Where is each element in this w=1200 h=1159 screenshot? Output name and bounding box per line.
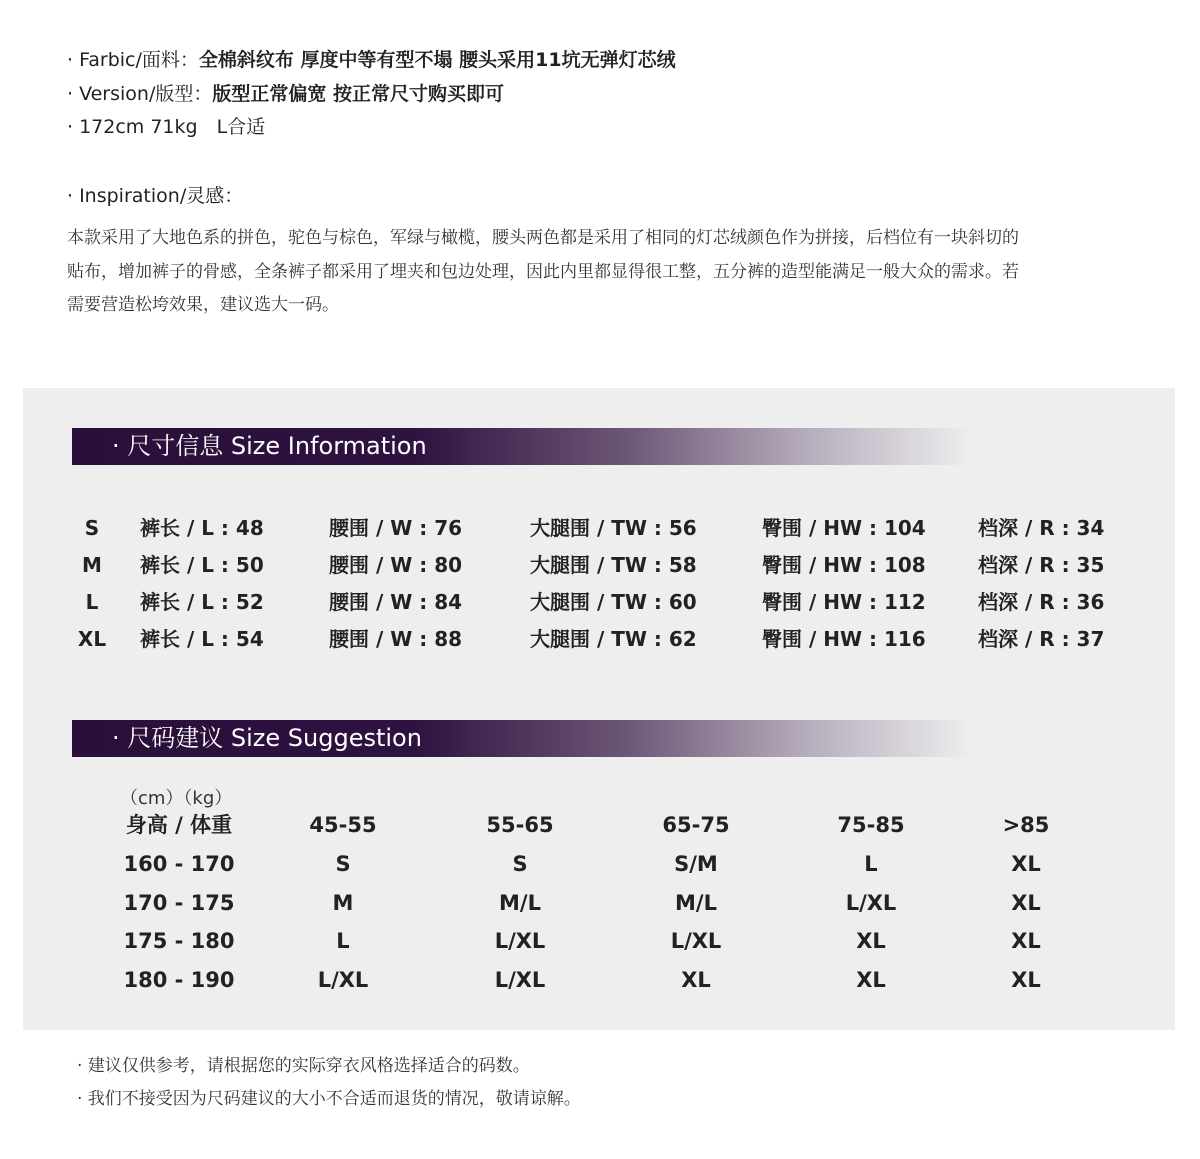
version-line — [67, 78, 1137, 112]
size-info-title: · 尺寸信息 Size Information — [112, 432, 427, 460]
suggestion-header-cell: 身高 / 体重 — [125, 813, 233, 837]
thigh-value: 大腿围 / TW : 60 — [530, 590, 697, 614]
suggested-size: L — [336, 929, 350, 953]
version-value: 版型正常偏宽 按正常尺寸购买即可 — [212, 82, 504, 105]
suggested-size: L/XL — [845, 891, 897, 915]
waist-value: 腰围 / W : 88 — [329, 627, 463, 651]
suggested-size: XL — [681, 968, 711, 992]
thigh-value: 大腿围 / TW : 62 — [530, 627, 697, 651]
size-suggestion-title: · 尺码建议 Size Suggestion — [112, 724, 422, 752]
size-label: XL — [77, 627, 107, 651]
inspiration-body — [67, 222, 1137, 323]
waist-value: 腰围 / W : 80 — [329, 553, 463, 577]
height-range: 180 - 190 — [123, 968, 235, 992]
suggested-size: XL — [1011, 929, 1041, 953]
suggestion-header-cell: >85 — [1002, 813, 1050, 837]
waist-value: 腰围 / W : 84 — [329, 590, 463, 614]
rise-value: 档深 / R : 36 — [978, 590, 1105, 614]
hip-value: 臀围 / HW : 108 — [762, 553, 926, 577]
rise-value: 档深 / R : 34 — [978, 516, 1105, 540]
suggested-size: L — [864, 852, 878, 876]
thigh-value: 大腿围 / TW : 58 — [530, 553, 697, 577]
version-label: · Version/版型： — [67, 82, 213, 105]
thigh-value: 大腿围 / TW : 56 — [530, 516, 697, 540]
rise-value: 档深 / R : 37 — [978, 627, 1105, 651]
suggested-size: XL — [1011, 852, 1041, 876]
size-label: L — [85, 590, 99, 614]
size-info-banner — [72, 428, 972, 465]
suggested-size: L/XL — [670, 929, 722, 953]
length-value: 裤长 / L : 52 — [140, 590, 264, 614]
hip-value: 臀围 / HW : 104 — [762, 516, 926, 540]
model-line: · 172cm 71kg L合适 — [67, 116, 266, 138]
notes — [77, 1050, 581, 1116]
waist-value: 腰围 / W : 76 — [329, 516, 463, 540]
suggested-size: L/XL — [494, 968, 546, 992]
length-value: 裤长 / L : 48 — [140, 516, 264, 540]
height-range: 175 - 180 — [123, 929, 235, 953]
suggested-size: XL — [1011, 891, 1041, 915]
suggested-size: L/XL — [317, 968, 369, 992]
suggested-size: XL — [1011, 968, 1041, 992]
suggested-size: S — [335, 852, 351, 876]
fabric-label: · Farbic/面料： — [67, 49, 199, 71]
suggested-size: M/L — [675, 891, 717, 915]
inspiration-title: · Inspiration/灵感： — [67, 185, 244, 207]
size-label: M — [82, 553, 102, 577]
suggested-size: M — [332, 891, 354, 915]
rise-value: 档深 / R : 35 — [978, 553, 1105, 577]
inspiration-line: 需要营造松垮效果，建议选大一码。 — [67, 295, 339, 315]
hip-value: 臀围 / HW : 112 — [762, 590, 926, 614]
height-range: 160 - 170 — [123, 852, 235, 876]
suggestion-header-cell: 75-85 — [837, 813, 905, 837]
inspiration-line: 贴布，增加裤子的骨感，全条裤子都采用了埋夹和包边处理，因此内里都显得很工整，五分裤的造型能满足一般大众的需求。若 — [67, 261, 1019, 282]
length-value: 裤长 / L : 54 — [140, 627, 264, 651]
inspiration-line: 本款采用了大地色系的拼色，驼色与棕色，军绿与橄榄，腰头两色都是采用了相同的灯芯绒颜色作为拼接，后档位有一块斜切的 — [67, 228, 1019, 248]
length-value: 裤长 / L : 50 — [140, 553, 264, 577]
suggested-size: XL — [856, 929, 886, 953]
suggested-size: XL — [856, 968, 886, 992]
product-specs — [67, 44, 1137, 145]
suggested-size: S — [512, 852, 528, 876]
size-label: S — [84, 516, 100, 540]
fabric-value: 全棉斜纹布 厚度中等有型不塌 腰头采用11坑无弹灯芯绒 — [198, 49, 676, 71]
units-label: （cm）（kg） — [120, 788, 233, 809]
note-item: · 我们不接受因为尺码建议的大小不合适而退货的情况，敬请谅解。 — [77, 1089, 581, 1109]
height-range: 170 - 175 — [123, 891, 235, 915]
suggestion-header-cell: 45-55 — [309, 813, 377, 837]
note-item: · 建议仅供参考，请根据您的实际穿衣风格选择适合的码数。 — [77, 1056, 530, 1076]
size-suggestion-banner — [72, 720, 972, 757]
fabric-line — [67, 44, 1137, 78]
hip-value: 臀围 / HW : 116 — [762, 627, 926, 651]
suggestion-header-cell: 65-75 — [662, 813, 730, 837]
suggested-size: M/L — [499, 891, 541, 915]
suggested-size: S/M — [674, 852, 718, 876]
suggested-size: L/XL — [494, 929, 546, 953]
suggestion-header-cell: 55-65 — [486, 813, 554, 837]
